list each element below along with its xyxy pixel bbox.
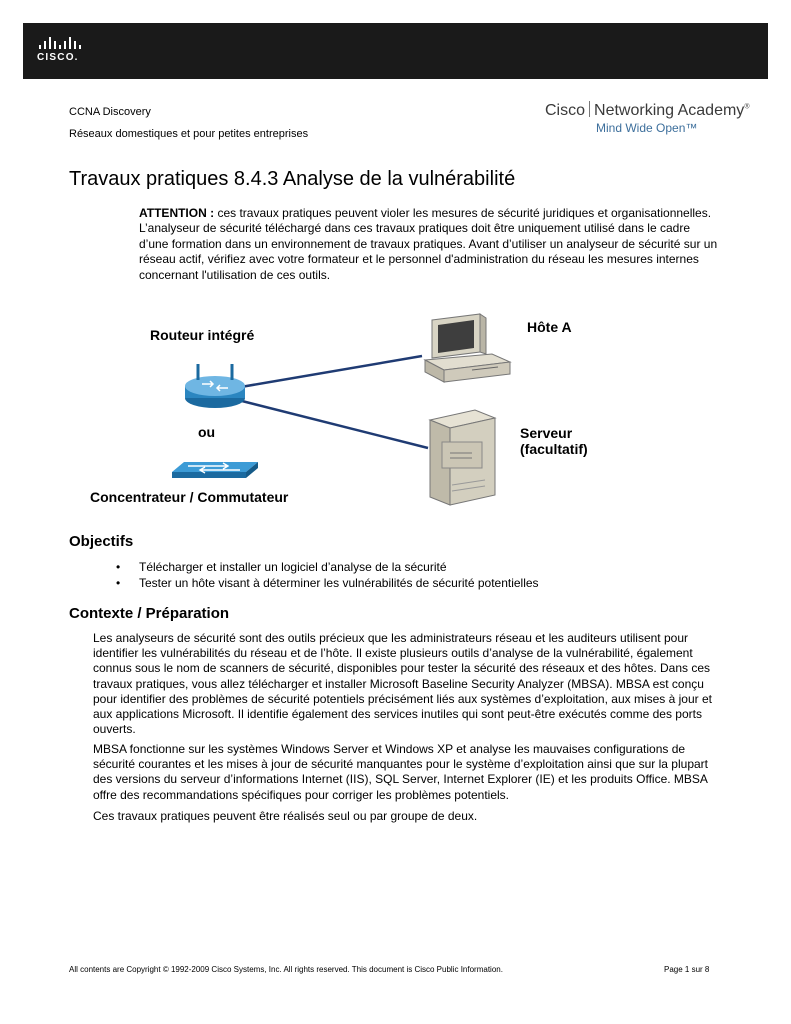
server-icon [430,410,495,505]
page-title: Travaux pratiques 8.4.3 Analyse de la vulnérabilité [69,168,516,190]
context-heading: Contexte / Préparation [69,605,230,622]
footer-page-number: Page 1 sur 8 [664,965,710,974]
course-name: CCNA Discovery [69,106,151,118]
academy-brand-cisco: Cisco [545,102,586,119]
academy-tagline: Mind Wide Open™ [596,121,698,135]
switch-icon [172,462,258,478]
attention-notice [139,206,719,283]
server-optional-label: (facultatif) [520,441,588,457]
context-paragraph-3: Ces travaux pratiques peuvent être réalisés seul ou par groupe de deux. [93,809,478,823]
host-pc-icon [425,314,510,382]
footer-copyright: All contents are Copyright © 1992-2009 Cisco Systems, Inc. All rights reserved. This document is Cisco Public Information. [69,965,503,974]
context-paragraph-1: Les analyseurs de sécurité sont des outils précieux que les administrateurs réseau et les auditeurs utilisent pour identifier les vulnérabilités du réseau et de l’hôte. Il existe plusieurs outils d’analyse de la vulnérabilité, également connus sous le nom de scanners de sécurité, disponibles pour tester la sécurité des réseaux et des hôtes. Dans ces travaux pratiques, vous allez télécharger et installer Microsoft Baseline Security Analyzer (MBSA). MBSA est conçu pour identifier des problèmes de sécurité potentiels précisément liés aux systèmes d’exploitation, aux mises à jour et aux applications Microsoft. Il identifie également des services inutiles qui sont peut-être exécutés comme des ports ouverts. [93,631,712,737]
objectives-list [116,559,539,591]
networking-academy-logo: Cisco Networking Academy® Mind Wide Open™ [545,102,750,135]
course-subtitle: Réseaux domestiques et pour petites entreprises [69,128,309,140]
network-diagram [80,300,640,520]
link-router-server [238,400,428,448]
host-label: Hôte A [527,319,572,335]
cisco-logo [37,35,97,67]
list-item: • Télécharger et installer un logiciel d’analyse de la sécurité [116,559,539,575]
cisco-header-bar [23,23,768,79]
list-item: • Tester un hôte visant à déterminer les vulnérabilités de sécurité potentielles [116,575,539,591]
cisco-bars-icon [37,35,97,49]
academy-brand-name: Networking Academy [594,102,745,119]
router-label: Routeur intégré [150,327,255,343]
attention-text: ces travaux pratiques peuvent violer les mesures de sécurité juridiques et organisationnelles. L’analyseur de sécurité téléchargé dans ces travaux pratiques doit être uniquement utilisé dans le cadre d’une formation dans un environnement de travaux pratiques. Avant d’utiliser un analyseur de sécurité sur un réseau actif, vérifiez avec votre formateur et le personnel d'administration du réseau les mesures internes concernant l'utilisation de ces outils. [139,206,718,282]
or-label: ou [198,424,216,440]
objectives-heading: Objectifs [69,533,134,550]
router-icon [185,364,245,408]
server-label: Serveur [520,425,573,441]
switch-label: Concentrateur / Commutateur [90,489,289,505]
attention-label: ATTENTION : [139,206,215,220]
context-paragraph-2: MBSA fonctionne sur les systèmes Windows Server et Windows XP et analyse les mauvaises configurations de sécurité courantes et les mises à jour de sécurité manquantes pour le système d’exploitation ainsi que sur la plupart des versions du serveur d’informations Internet (IIS), SQL Server, Internet Explorer (IE) et les produits Office. MBSA offre des recommandations spécifiques pour corriger les problèmes potentiels. [93,742,708,802]
link-router-host [235,356,422,388]
cisco-wordmark: CISCO. [37,52,79,63]
